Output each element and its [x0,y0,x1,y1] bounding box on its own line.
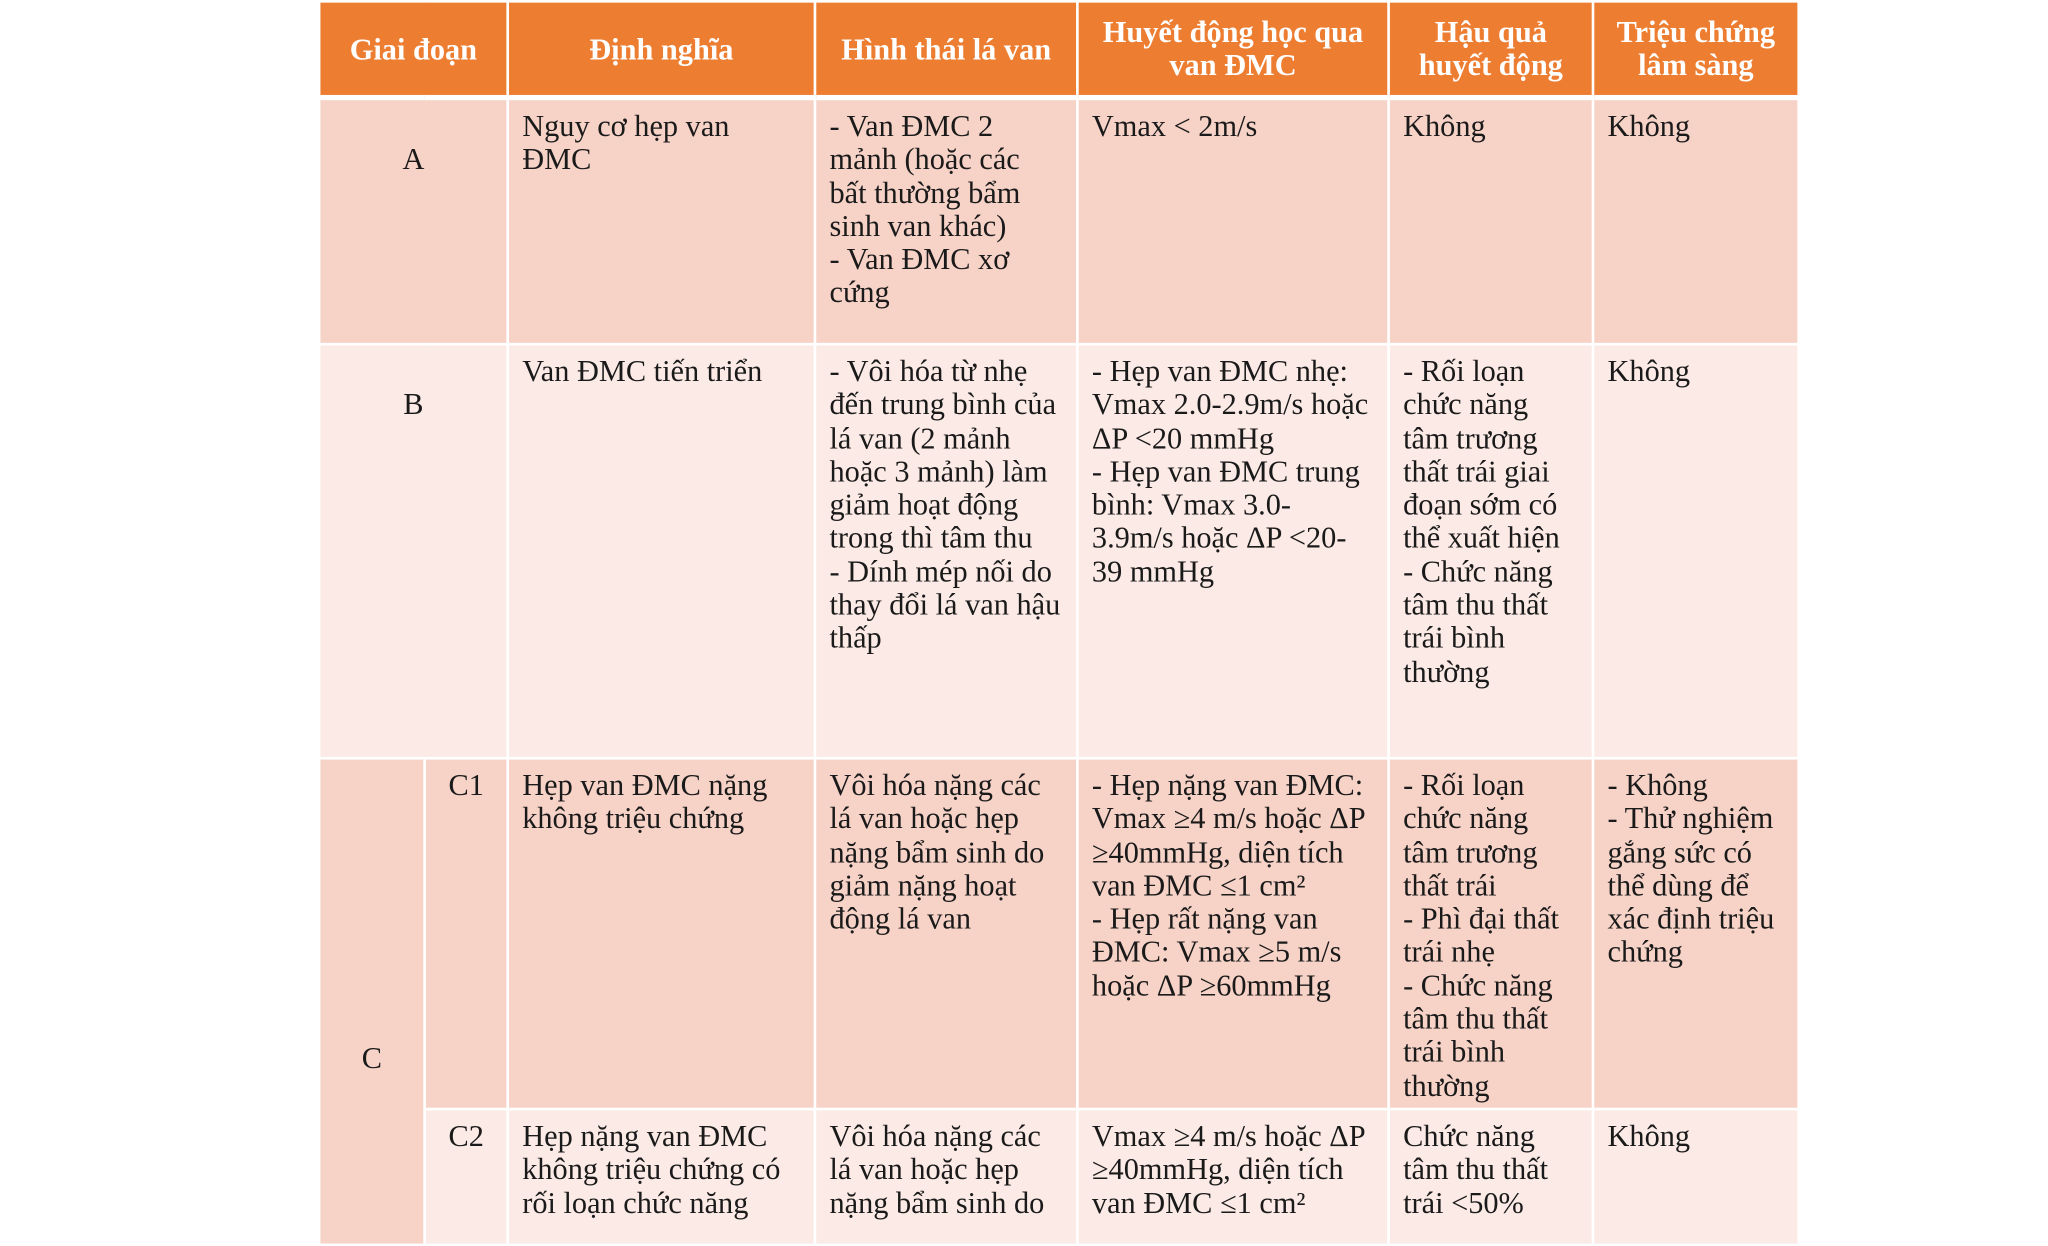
table-row-stage-c2 [319,1109,1799,1245]
stage-c1-definition: Hẹp van ĐMC nặng không triệu chứng [508,758,815,1109]
stage-a-hemodynamics: Vmax < 2m/s [1077,98,1388,345]
stage-c1-symptoms: - Không - Thử nghiệm gắng sức có thể dùng để xác định triệu chứng [1593,758,1799,1109]
table-row-stage-b [319,344,1799,758]
table-row-stage-c1 [319,758,1799,1109]
stage-a-morphology: - Van ĐMC 2 mảnh (hoặc các bất thường bẩm sinh van khác) - Van ĐMC xơ cứng [815,98,1077,345]
stage-b-label: B [319,344,508,758]
header-symptoms: Triệu chứng lâm sàng [1593,1,1799,97]
stage-b-symptoms: Không [1593,344,1799,758]
stage-c1-label: C1 [425,758,508,1109]
stage-c2-definition: Hẹp nặng van ĐMC không triệu chứng có rối loạn chức năng [508,1109,815,1245]
stage-c2-consequence: Chức năng tâm thu thất trái <50% [1389,1109,1593,1245]
stage-c2-label: C2 [425,1109,508,1245]
stage-b-consequence: - Rối loạn chức năng tâm trương thất trái giai đoạn sớm có thể xuất hiện - Chức năng tâm thu thất trái bình thường [1389,344,1593,758]
header-hemodynamics: Huyết động học qua van ĐMC [1077,1,1388,97]
stage-b-definition: Van ĐMC tiến triển [508,344,815,758]
stage-c1-consequence: - Rối loạn chức năng tâm trương thất trái - Phì đại thất trái nhẹ - Chức năng tâm thu thất trái bình thường [1389,758,1593,1109]
stage-c1-hemodynamics: - Hẹp nặng van ĐMC: Vmax ≥4 m/s hoặc ΔP ≥40mmHg, diện tích van ĐMC ≤1 cm² - Hẹp rất nặng van ĐMC: Vmax ≥5 m/s hoặc ΔP ≥60mmHg [1077,758,1388,1109]
stage-c1-morphology: Vôi hóa nặng các lá van hoặc hẹp nặng bẩm sinh do giảm nặng hoạt động lá van [815,758,1077,1109]
stage-c-label: C [319,758,424,1245]
header-consequence: Hậu quả huyết động [1389,1,1593,97]
stage-a-symptoms: Không [1593,98,1799,345]
stage-c2-symptoms: Không [1593,1109,1799,1245]
stage-b-morphology: - Vôi hóa từ nhẹ đến trung bình của lá van (2 mảnh hoặc 3 mảnh) làm giảm hoạt động trong thì tâm thu - Dính mép nối do thay đổi lá van hậu thấp [815,344,1077,758]
header-row [319,1,1799,97]
header-stage: Giai đoạn [319,1,508,97]
stage-a-definition: Nguy cơ hẹp van ĐMC [508,98,815,345]
header-morphology: Hình thái lá van [815,1,1077,97]
stage-c2-hemodynamics: Vmax ≥4 m/s hoặc ΔP ≥40mmHg, diện tích van ĐMC ≤1 cm² [1077,1109,1388,1245]
stage-a-consequence: Không [1389,98,1593,345]
header-definition: Định nghĩa [508,1,815,97]
stage-a-label: A [319,98,508,345]
aortic-stenosis-stage-table [318,0,1800,1246]
table-row-stage-a [319,98,1799,345]
stage-c2-morphology: Vôi hóa nặng các lá van hoặc hẹp nặng bẩm sinh do [815,1109,1077,1245]
stage-b-hemodynamics: - Hẹp van ĐMC nhẹ: Vmax 2.0-2.9m/s hoặc ΔP <20 mmHg - Hẹp van ĐMC trung bình: Vmax 3.0- 3.9m/s hoặc ΔP <20- 39 mmHg [1077,344,1388,758]
